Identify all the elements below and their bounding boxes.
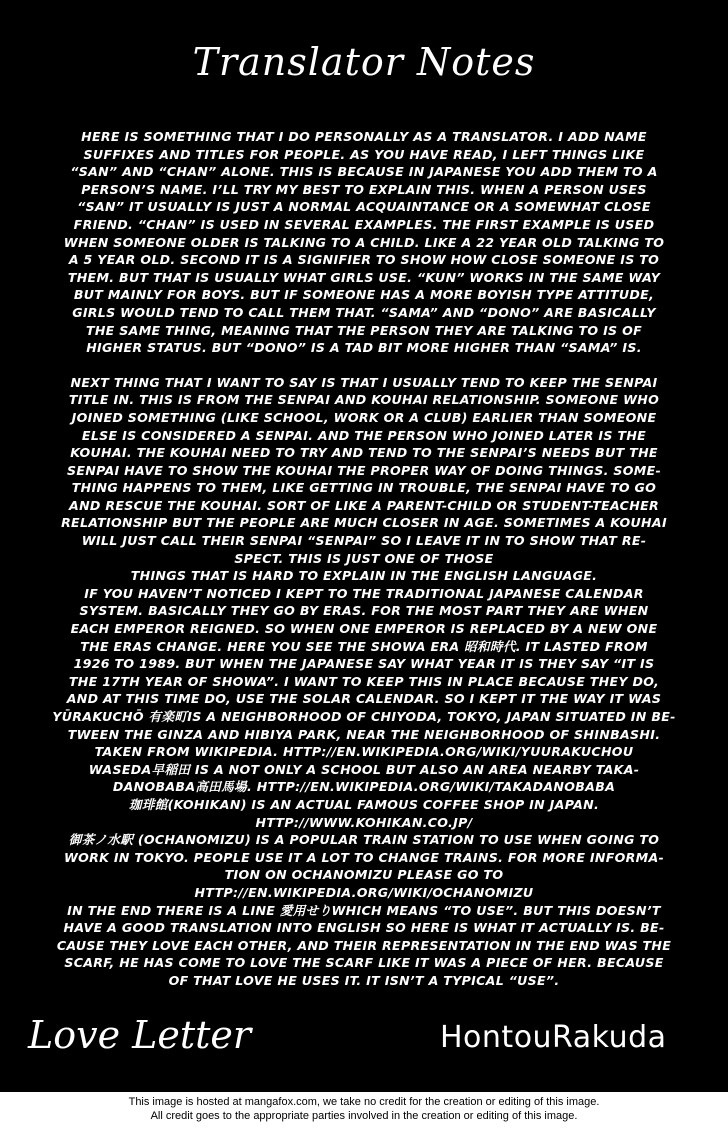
notes-line: SCARF, HE HAS COME TO LOVE THE SCARF LIKE IT WAS A PIECE OF HER. BECAUSE [64, 955, 664, 971]
notes-line: THINGS THAT IS HARD TO EXPLAIN IN THE ENGLISH LANGUAGE. [130, 568, 598, 584]
notes-line: IF YOU HAVEN’T NOTICED I KEPT TO THE TRADITIONAL JAPANESE CALENDAR [84, 585, 644, 601]
notes-line: WORK IN TOKYO. PEOPLE USE IT A LOT TO CHANGE TRAINS. FOR MORE INFORMA- [63, 849, 665, 865]
notes-line: RELATIONSHIP BUT THE PEOPLE ARE MUCH CLOSER IN AGE. SOMETIMES A KOUHAI [61, 515, 667, 531]
credit-line: This image is hosted at mangafox.com, we take no credit for the creation or editing of this image. [128, 1096, 600, 1108]
notes-line: PERSON’S NAME. I’LL TRY MY BEST TO EXPLAIN THIS. WHEN A PERSON USES [81, 181, 647, 197]
notes-line: THEM. BUT THAT IS USUALLY WHAT GIRLS USE. “KUN” WORKS IN THE SAME WAY [67, 269, 661, 285]
notes-body [8, 128, 720, 990]
notes-line: KOUHAI. THE KOUHAI NEED TO TRY AND TEND TO THE SENPAI’S NEEDS BUT THE [70, 445, 658, 461]
notes-line: HIGHER STATUS. BUT “DONO” IS A TAD BIT MORE HIGHER THAN “SAMA” IS. [86, 340, 642, 356]
notes-line: CAUSE THEY LOVE EACH OTHER, AND THEIR REPRESENTATION IN THE END WAS THE [56, 937, 672, 953]
notes-line: HTTP://WWW.KOHIKAN.CO.JP/ [255, 814, 473, 830]
notes-line: AND RESCUE THE KOUHAI. SORT OF LIKE A PARENT-CHILD OR STUDENT-TEACHER [69, 497, 659, 513]
notes-line: SENPAI HAVE TO SHOW THE KOUHAI THE PROPER WAY OF DOING THINGS. SOME- [66, 462, 662, 478]
notes-paragraph [8, 374, 720, 990]
notes-line: YŪRAKUCHŌ 有楽町IS A NEIGHBORHOOD OF CHIYODA, TOKYO, JAPAN SITUATED IN BE- [52, 709, 676, 724]
notes-line: HERE IS SOMETHING THAT I DO PERSONALLY AS A TRANSLATOR. I ADD NAME [81, 129, 647, 144]
notes-line: TWEEN THE GINZA AND HIBIYA PARK, NEAR THE NEIGHBORHOOD OF SHINBASHI. [67, 726, 661, 742]
notes-line: WASEDA早稲田 IS A NOT ONLY A SCHOOL BUT ALSO AN AREA NEARBY TAKA- [88, 761, 640, 777]
notes-line: NEXT THING THAT I WANT TO SAY IS THAT I USUALLY TEND TO KEEP THE SENPAI [70, 374, 658, 390]
notes-line: TAKEN FROM WIKIPEDIA. HTTP://EN.WIKIPEDIA.ORG/WIKI/YUURAKUCHOU [94, 744, 634, 760]
notes-line: ELSE IS CONSIDERED A SENPAI. AND THE PERSON WHO JOINED LATER IS THE [81, 427, 647, 443]
notes-line: HAVE A GOOD TRANSLATION INTO ENGLISH SO HERE IS WHAT IT ACTUALLY IS. BE- [63, 920, 665, 936]
notes-line: A 5 YEAR OLD. SECOND IT IS A SIGNIFIER TO SHOW HOW CLOSE SOMEONE IS TO [68, 252, 660, 268]
notes-line: 1926 TO 1989. BUT WHEN THE JAPANESE SAY WHAT YEAR IT IS THEY SAY “IT IS [73, 656, 655, 672]
notes-line: “SAN” IT USUALLY IS JUST A NORMAL ACQUAINTANCE OR A SOMEWHAT CLOSE [77, 199, 651, 215]
notes-line: JOINED SOMETHING (LIKE SCHOOL, WORK OR A CLUB) EARLIER THAN SOMEONE [71, 409, 657, 425]
notes-line: FRIEND. “CHAN” IS USED IN SEVERAL EXAMPLES. THE FIRST EXAMPLE IS USED [73, 216, 655, 232]
credit-line: All credit goes to the appropriate parties involved in the creation or editing of this image. [150, 1110, 578, 1122]
notes-line: BUT MAINLY FOR BOYS. BUT IF SOMEONE HAS A MORE BOYISH TYPE ATTITUDE, [73, 287, 655, 303]
notes-line: THE ERAS CHANGE. HERE YOU SEE THE SHOWA ERA 昭和時代. IT LASTED FROM [80, 638, 648, 654]
notes-line: SPECT. THIS IS JUST ONE OF THOSE [234, 550, 494, 566]
notes-line: THE SAME THING, MEANING THAT THE PERSON THEY ARE TALKING TO IS OF [85, 322, 643, 338]
notes-line: WILL JUST CALL THEIR SENPAI “SENPAI” SO I LEAVE IT IN TO SHOW THAT RE- [81, 533, 647, 549]
hosting-credits [0, 1095, 728, 1123]
notes-line: IN THE END THERE IS A LINE 愛用せりWHICH MEANS “TO USE”. BUT THIS DOESN’T [67, 902, 661, 918]
notes-line: SUFFIXES AND TITLES FOR PEOPLE. AS YOU HAVE READ, I LEFT THINGS LIKE [83, 146, 645, 162]
notes-line: EACH EMPEROR REIGNED. SO WHEN ONE EMPEROR IS REPLACED BY A NEW ONE [70, 621, 658, 637]
notes-line: “SAN” AND “CHAN” ALONE. THIS IS BECAUSE IN JAPANESE YOU ADD THEM TO A [70, 164, 658, 180]
notes-line: TITLE IN. THIS IS FROM THE SENPAI AND KOUHAI RELATIONSHIP. SOMEONE WHO [68, 392, 660, 408]
group-name: HontouRakuda [440, 1020, 667, 1055]
notes-line: SYSTEM. BASICALLY THEY GO BY ERAS. FOR THE MOST PART THEY ARE WHEN [79, 603, 649, 619]
notes-line: 御茶ノ水駅 (OCHANOMIZU) IS A POPULAR TRAIN STATION TO USE WHEN GOING TO [68, 832, 660, 848]
notes-line: OF THAT LOVE HE USES IT. IT ISN’T A TYPICAL “USE”. [168, 972, 560, 988]
notes-line: GIRLS WOULD TEND TO CALL THEM THAT. “SAMA” AND “DONO” ARE BASICALLY [72, 304, 656, 320]
notes-line: THE 17TH YEAR OF SHOWA”. I WANT TO KEEP THIS IN PLACE BECAUSE THEY DO, [68, 673, 660, 689]
notes-line: THING HAPPENS TO THEM, LIKE GETTING IN TROUBLE, THE SENPAI HAVE TO GO [71, 480, 657, 496]
page-title: Translator Notes [192, 40, 536, 84]
notes-line: DANOBABA高田馬場. HTTP://EN.WIKIPEDIA.ORG/WIKI/TAKADANOBABA [112, 779, 616, 795]
notes-line: TION ON OCHANOMIZU PLEASE GO TO [224, 867, 504, 883]
notes-line: WHEN SOMEONE OLDER IS TALKING TO A CHILD. LIKE A 22 YEAR OLD TALKING TO [63, 234, 665, 250]
series-title: Love Letter [28, 1013, 252, 1057]
notes-line: HTTP://EN.WIKIPEDIA.ORG/WIKI/OCHANOMIZU [194, 884, 534, 900]
notes-line: AND AT THIS TIME DO, USE THE SOLAR CALENDAR. SO I KEPT IT THE WAY IT WAS [66, 691, 662, 707]
notes-line: 珈琲館(KOHIKAN) IS AN ACTUAL FAMOUS COFFEE SHOP IN JAPAN. [128, 796, 600, 812]
notes-paragraph [8, 128, 720, 357]
